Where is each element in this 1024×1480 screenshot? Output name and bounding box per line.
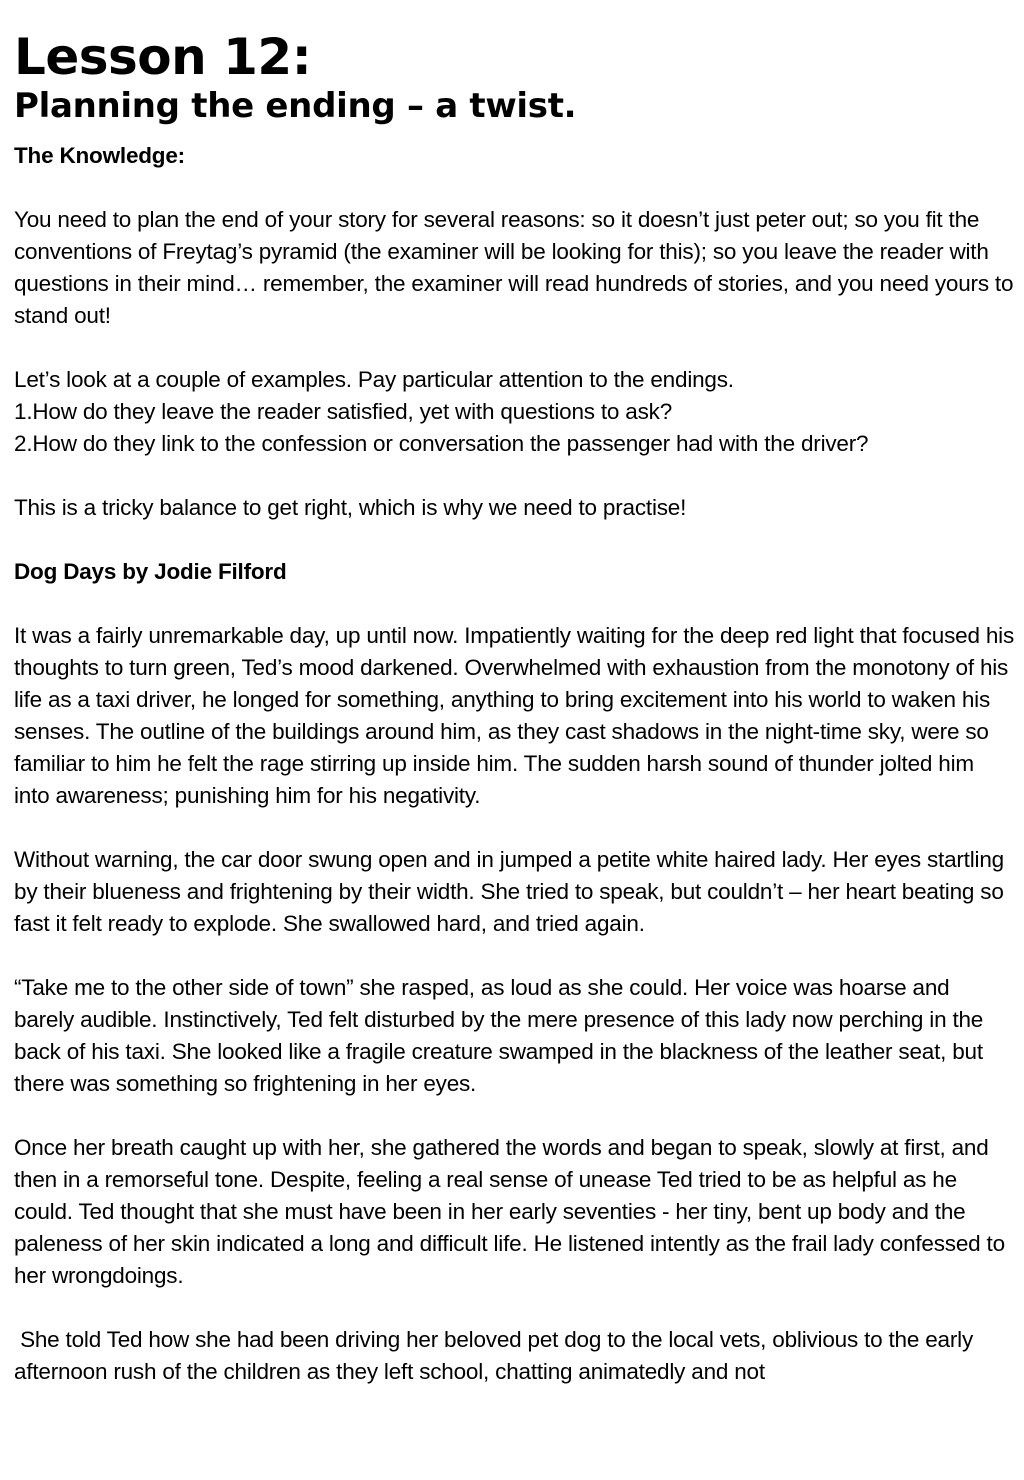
lesson-title: Lesson 12: bbox=[14, 28, 312, 86]
spacer bbox=[14, 812, 1014, 844]
spacer bbox=[14, 524, 1014, 556]
document-page bbox=[14, 28, 1014, 1388]
spacer bbox=[14, 1100, 1014, 1132]
question-2: 2.How do they link to the confession or conversation the passenger had with the driver? bbox=[14, 431, 869, 456]
story-paragraph: Without warning, the car door swung open and in jumped a petite white haired lady. Her eyes startling by their blueness and frightening by their width. She tried to speak, but couldn’t – her heart beating so fast it felt ready to explode. She swallowed hard, and tried again. bbox=[14, 847, 1004, 936]
story-title: Dog Days by Jodie Filford bbox=[14, 559, 287, 584]
story-paragraph: It was a fairly unremarkable day, up until now. Impatiently waiting for the deep red light that focused his thoughts to turn green, Ted’s mood darkened. Overwhelmed with exhaustion from the monotony of his life as a taxi driver, he longed for something, anything to bring excitement into his world to waken his senses. The outline of the buildings around him, as they cast shadows in the night-time sky, were so familiar to him he felt the rage stirring up inside him. The sudden harsh sound of thunder jolted him into awareness; punishing him for his negativity. bbox=[14, 623, 1014, 808]
spacer bbox=[14, 1292, 1014, 1324]
question-1: 1.How do they leave the reader satisfied, yet with questions to ask? bbox=[14, 399, 673, 424]
closing-note: This is a tricky balance to get right, which is why we need to practise! bbox=[14, 495, 687, 520]
spacer bbox=[14, 460, 1014, 492]
knowledge-intro: You need to plan the end of your story for several reasons: so it doesn’t just peter out; so you fit the conventions of Freytag’s pyramid (the examiner will be looking for this); so you leave the reader with questions in their mind… remember, the examiner will read hundreds of stories, and you need yours to stand out! bbox=[14, 207, 1014, 328]
lesson-subtitle: Planning the ending – a twist. bbox=[14, 86, 577, 126]
story-paragraph: “Take me to the other side of town” she rasped, as loud as she could. Her voice was hoarse and barely audible. Instinctively, Ted felt disturbed by the mere presence of this lady now perching in the back of his taxi. She looked like a fragile creature swamped in the blackness of the leather seat, but there was something so frightening in her eyes. bbox=[14, 975, 984, 1096]
examples-intro: Let’s look at a couple of examples. Pay particular attention to the endings. bbox=[14, 367, 734, 392]
story-paragraph: She told Ted how she had been driving her beloved pet dog to the local vets, oblivious to the early afternoon rush of the children as they left school, chatting animatedly and not bbox=[14, 1327, 980, 1384]
spacer bbox=[14, 940, 1014, 972]
knowledge-heading: The Knowledge: bbox=[14, 143, 185, 168]
spacer bbox=[14, 172, 1014, 204]
spacer bbox=[14, 332, 1014, 364]
spacer bbox=[14, 588, 1014, 620]
story-paragraph: Once her breath caught up with her, she gathered the words and began to speak, slowly at first, and then in a remorseful tone. Despite, feeling a real sense of unease Ted tried to be as helpful as he could. Ted thought that she must have been in her early seventies - her tiny, bent up body and the paleness of her skin indicated a long and difficult life. He listened intently as the frail lady confessed to her wrongdoings. bbox=[14, 1135, 1005, 1288]
